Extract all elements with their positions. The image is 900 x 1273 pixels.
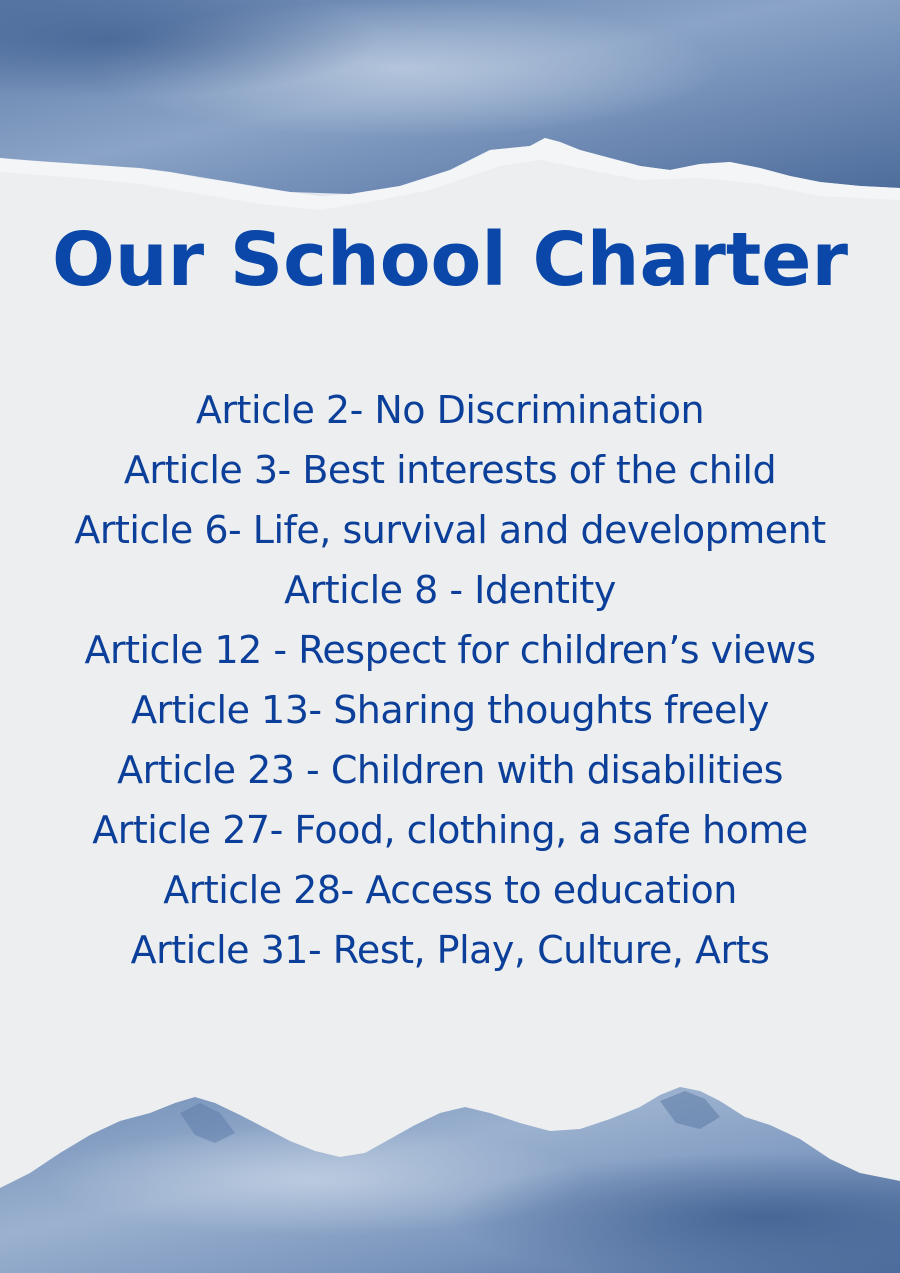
list-item: Article 31- Rest, Play, Culture, Arts xyxy=(130,928,770,972)
list-item: Article 28- Access to education xyxy=(163,868,737,912)
list-item: Article 27- Food, clothing, a safe home xyxy=(92,808,808,852)
list-item: Article 8 - Identity xyxy=(284,568,616,612)
article-list xyxy=(0,380,900,980)
page-title: Our School Charter xyxy=(52,217,848,303)
list-item: Article 23 - Children with disabilities xyxy=(117,748,783,792)
list-item: Article 2- No Discrimination xyxy=(195,388,705,432)
bottom-watercolor-border xyxy=(0,1073,900,1273)
list-item: Article 12 - Respect for children’s views xyxy=(84,628,816,672)
list-item: Article 13- Sharing thoughts freely xyxy=(131,688,769,732)
list-item: Article 3- Best interests of the child xyxy=(123,448,777,492)
top-watercolor-border xyxy=(0,0,900,230)
list-item: Article 6- Life, survival and development xyxy=(74,508,826,552)
